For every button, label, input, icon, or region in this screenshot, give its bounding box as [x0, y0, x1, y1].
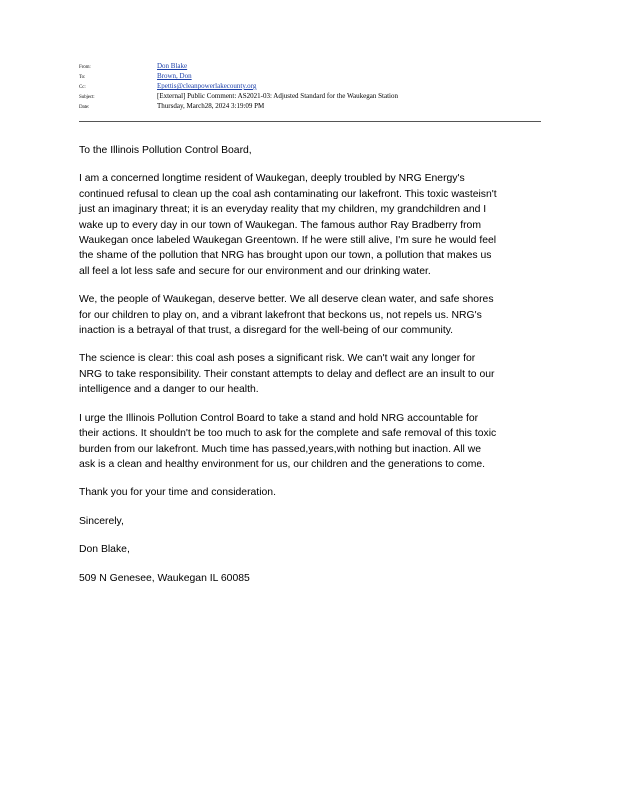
from-row [79, 61, 541, 71]
from-link[interactable]: Don Blake [157, 62, 188, 70]
thanks-line: Thank you for your time and consideration. [79, 487, 276, 499]
paragraph-science: The science is clear: this coal ash poses a significant risk. We can't wait any longer for NRG to take responsibility. Their constant attempts to delay and deflect are an insult to our intelligence and a danger to our health. [79, 353, 495, 396]
date-value: Thursday, March28, 2024 3:19:09 PM [157, 102, 265, 110]
to-label: To: [79, 75, 86, 80]
email-header [79, 61, 541, 111]
paragraph-urge: I urge the Illinois Pollution Control Board to take a stand and hold NRG accountable for their actions. It shouldn't be too much to ask for the complete and safe removal of this toxic burden from our lakefront. Much time has passed,years,with nothing but inaction. All we ask is a clean and healthy environment for us, our children and the generations to come. [79, 412, 497, 470]
paragraph-deserve-better: We, the people of Waukegan, deserve better. We all deserve clean water, and safe shores for our children to play on, and a vibrant lakefront that beckons us, not repels us. NRG's inaction is a betrayal of that trust, a disregard for the well-being of our community. [79, 294, 494, 337]
cc-row [79, 81, 541, 91]
closing: Sincerely, [79, 515, 124, 527]
subject-label: Subject: [79, 95, 95, 100]
paragraph-concern: I am a concerned longtime resident of Waukegan, deeply troubled by NRG Energy's continued refusal to clean up the coal ash contaminating our lakefront. This toxic wasteisn't just an imaginary threat; it is an everyday reality that my children, my grandchildren and I wake up to every day in our town of Waukegan. The famous author Ray Bradberry from Waukegan once labeled Waukegan Greentown. If he were still alive, I'm sure he would feel the shame of the pollution that NRG has brought upon our town, a pollution that makes us all feel a lot less safe and secure for our environment and our drinking water. [79, 173, 497, 277]
to-row [79, 71, 541, 81]
subject-row [79, 91, 541, 101]
signature-address: 509 N Genesee, Waukegan IL 60085 [79, 572, 250, 584]
subject-value: [External] Public Comment: AS2021-03: Adjusted Standard for the Waukegan Station [157, 92, 398, 100]
cc-link[interactable]: Epettis@cleanpowerlakecounty.org [157, 82, 257, 90]
to-link[interactable]: Brown, Don [157, 72, 192, 80]
salutation: To the Illinois Pollution Control Board, [79, 145, 252, 156]
date-row [79, 101, 541, 111]
header-divider [79, 121, 541, 122]
letter-body [79, 143, 545, 599]
from-label: From: [79, 65, 91, 70]
signature-name: Don Blake, [79, 544, 130, 556]
date-label: Date: [79, 105, 90, 110]
cc-label: Cc: [79, 85, 86, 90]
